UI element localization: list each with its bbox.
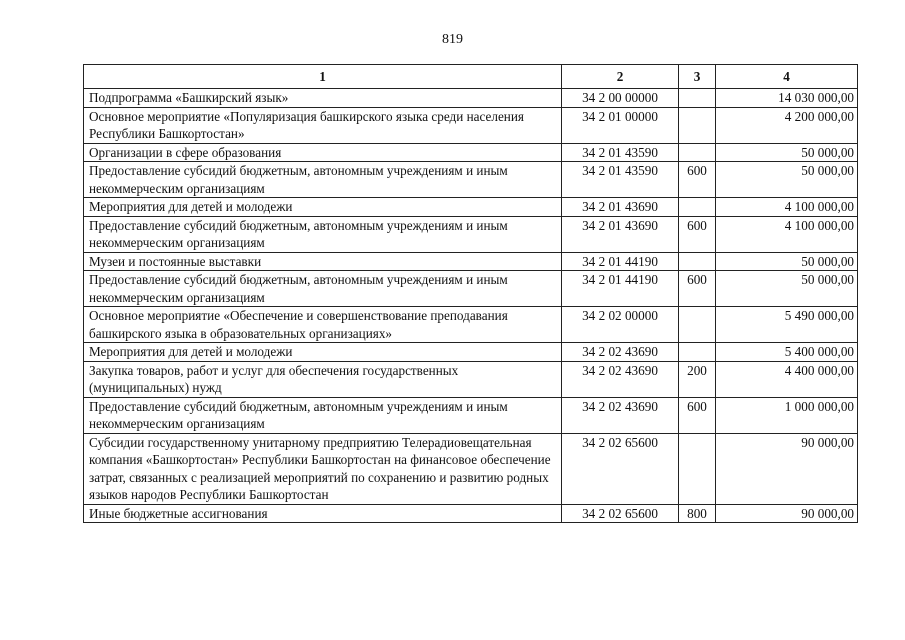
row-code: 34 2 02 43690 (562, 343, 679, 362)
column-header-3: 3 (679, 65, 716, 89)
row-amount: 50 000,00 (716, 252, 858, 271)
page-number: 819 (442, 32, 463, 47)
row-code: 34 2 01 44190 (562, 252, 679, 271)
table-row (84, 107, 858, 143)
row-expense-type (679, 343, 716, 362)
row-expense-type: 600 (679, 397, 716, 433)
row-name: Мероприятия для детей и молодежи (84, 198, 562, 217)
row-amount: 90 000,00 (716, 433, 858, 504)
table-row (84, 433, 858, 504)
row-amount: 14 030 000,00 (716, 89, 858, 108)
budget-table (83, 64, 858, 523)
row-code: 34 2 02 00000 (562, 307, 679, 343)
row-code: 34 2 01 43690 (562, 198, 679, 217)
row-name: Закупка товаров, работ и услуг для обеспечения государственных (муниципальных) нужд (84, 361, 562, 397)
column-header-1: 1 (84, 65, 562, 89)
row-name: Субсидии государственному унитарному предприятию Телерадиовещательная компания «Башкортостан» Республики Башкортостан на финансовое обеспечение затрат, связанных с реализацией мероприятий по сохранению и развитию родных языков народов Республики Башкортостан (84, 433, 562, 504)
row-expense-type: 200 (679, 361, 716, 397)
row-code: 34 2 01 43590 (562, 143, 679, 162)
row-name: Основное мероприятие «Обеспечение и совершенствование преподавания башкирского языка в образовательных организациях» (84, 307, 562, 343)
row-expense-type (679, 307, 716, 343)
row-expense-type (679, 107, 716, 143)
row-name: Организации в сфере образования (84, 143, 562, 162)
row-expense-type (679, 252, 716, 271)
row-name: Предоставление субсидий бюджетным, автономным учреждениям и иным некоммерческим организациям (84, 216, 562, 252)
row-amount: 4 100 000,00 (716, 216, 858, 252)
row-amount: 1 000 000,00 (716, 397, 858, 433)
row-code: 34 2 01 43690 (562, 216, 679, 252)
row-expense-type (679, 433, 716, 504)
row-amount: 4 400 000,00 (716, 361, 858, 397)
row-amount: 90 000,00 (716, 504, 858, 523)
table-row (84, 143, 858, 162)
row-name: Предоставление субсидий бюджетным, автономным учреждениям и иным некоммерческим организациям (84, 162, 562, 198)
row-amount: 50 000,00 (716, 271, 858, 307)
table-row (84, 271, 858, 307)
row-amount: 5 400 000,00 (716, 343, 858, 362)
row-code: 34 2 01 00000 (562, 107, 679, 143)
row-code: 34 2 02 43690 (562, 361, 679, 397)
row-name: Подпрограмма «Башкирский язык» (84, 89, 562, 108)
row-expense-type: 600 (679, 216, 716, 252)
row-code: 34 2 02 65600 (562, 504, 679, 523)
row-amount: 50 000,00 (716, 162, 858, 198)
row-expense-type (679, 143, 716, 162)
row-name: Основное мероприятие «Популяризация башкирского языка среди населения Республики Башкортостан» (84, 107, 562, 143)
row-expense-type (679, 198, 716, 217)
row-name: Предоставление субсидий бюджетным, автономным учреждениям и иным некоммерческим организациям (84, 397, 562, 433)
table-row (84, 343, 858, 362)
table-row (84, 198, 858, 217)
row-code: 34 2 02 43690 (562, 397, 679, 433)
row-expense-type: 600 (679, 271, 716, 307)
row-expense-type: 600 (679, 162, 716, 198)
table-row (84, 307, 858, 343)
row-code: 34 2 02 65600 (562, 433, 679, 504)
row-name: Предоставление субсидий бюджетным, автономным учреждениям и иным некоммерческим организациям (84, 271, 562, 307)
table-row (84, 252, 858, 271)
table-row (84, 162, 858, 198)
row-expense-type (679, 89, 716, 108)
row-amount: 4 100 000,00 (716, 198, 858, 217)
row-amount: 4 200 000,00 (716, 107, 858, 143)
column-header-2: 2 (562, 65, 679, 89)
row-name: Музеи и постоянные выставки (84, 252, 562, 271)
table-row (84, 361, 858, 397)
row-amount: 5 490 000,00 (716, 307, 858, 343)
row-code: 34 2 00 00000 (562, 89, 679, 108)
table-row (84, 504, 858, 523)
table-row (84, 89, 858, 108)
table-row (84, 216, 858, 252)
row-code: 34 2 01 43590 (562, 162, 679, 198)
row-amount: 50 000,00 (716, 143, 858, 162)
row-code: 34 2 01 44190 (562, 271, 679, 307)
row-name: Иные бюджетные ассигнования (84, 504, 562, 523)
column-header-4: 4 (716, 65, 858, 89)
table-header-row (84, 65, 858, 89)
row-name: Мероприятия для детей и молодежи (84, 343, 562, 362)
row-expense-type: 800 (679, 504, 716, 523)
table-row (84, 397, 858, 433)
